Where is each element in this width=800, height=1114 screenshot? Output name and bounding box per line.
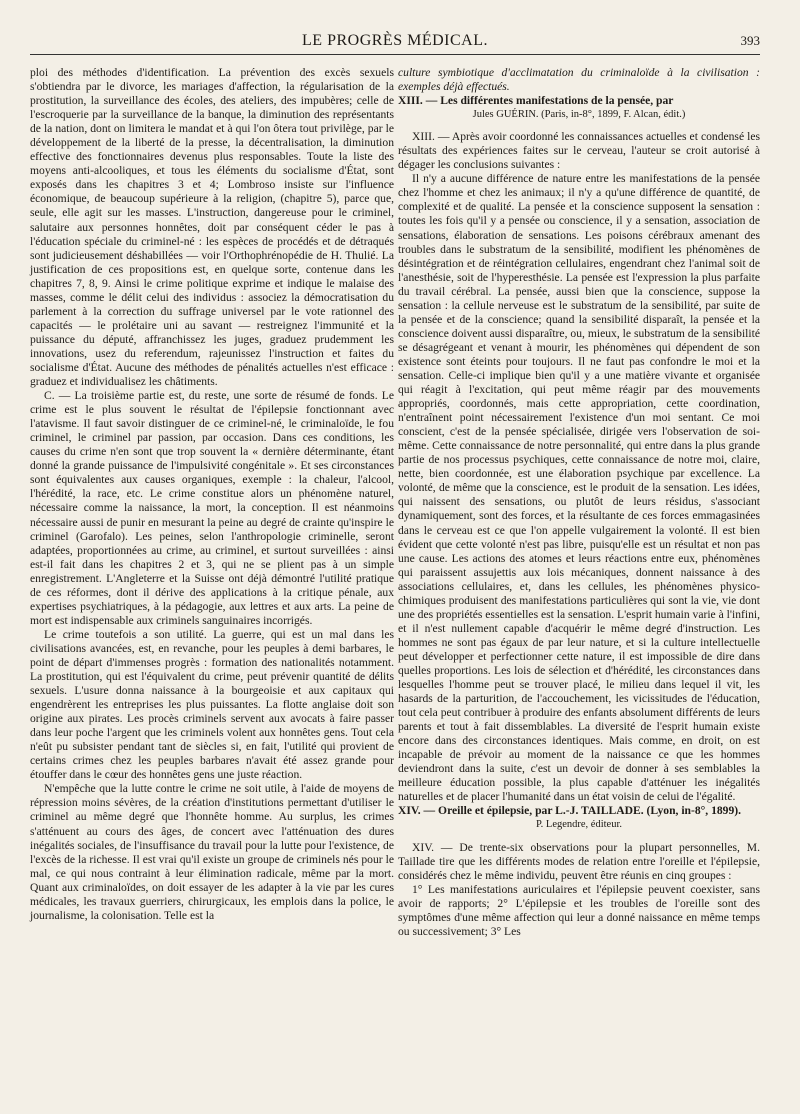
section-subtitle-xiii: Jules GUÉRIN. (Paris, in-8°, 1899, F. Alcan, édit.)	[472, 109, 686, 121]
paragraph: XIV. — De trente-six observations pour la plupart personnelles, M. Taillade tire que les différents modes de relation entre l'oreille et l'épilepsie, considérés chez le même individu, peuvent être réunis en cinq groupes :	[398, 840, 760, 882]
paragraph: N'empêche que la lutte contre le crime ne soit utile, à l'aide de moyens de répression moins sévères, de la création d'institutions permettant d'utiliser le criminel au même degré que l'honnête homme. Au surplus, les crimes s'atténuent au cours des âges, de concert avec l'atténuation des dures inégalités sociales, de l'insuffisance du travail pour la lutte pour l'existence, de l'excès de la richesse. Il est vrai qu'il existe un groupe de criminels nés pour le mal, ce qui nous contraint à leur élimination radicale, même par la mort. Quant aux criminaloïdes, on doit essayer de les adapter à la vie par les cures médicales, les travaux guerriers, chirurgicaux, les emplois dans la police, le journalisme, la colonisation. Telle est la	[30, 782, 394, 922]
left-column	[30, 66, 394, 923]
page-number: 393	[740, 33, 760, 48]
paragraph: culture symbiotique d'acclimatation du criminaloïde à la civilisation : exemples déjà effectués.	[398, 66, 760, 94]
running-header	[30, 28, 760, 55]
paragraph: Le crime toutefois a son utilité. La guerre, qui est un mal dans les civilisations avancées, est, en revanche, pour les peuples à demi barbares, le point de départ d'immenses progrès : formation des nationalités notamment. La prostitution, qui est l'équivalent du crime, peut prévenir quantité de délits sexuels. L'usure donna naissance à la bourgeoisie et aux capitaux qui engendrèrent les entreprises les plus puissantes. La flotte anglaise doit son origine aux pirates. Les procès criminels servent aux avocats à faire passer dans leur poche l'argent que les criminels volent aux honnêtes gens. Tout cela n'eût pu subsister pendant tant de siècles si, en fait, l'utilité qui provient de certains crimes chez les peuples barbares n'avait été assez grande pour étouffer dans le cœur des honnêtes gens une juste réaction.	[30, 627, 394, 782]
section-heading-xiv: XIV. — Oreille et épilepsie, par L.-J. TAILLADE. (Lyon, in-8°, 1899).	[398, 804, 742, 818]
section-subtitle-xiv: P. Legendre, éditeur.	[535, 819, 622, 831]
section-heading-xiii: XIII. — Les différentes manifestations de la pensée, par	[398, 94, 674, 108]
paragraph: 1° Les manifestations auriculaires et l'épilepsie peuvent coexister, sans avoir de rapports; 2° L'épilepsie et les troubles de l'oreille sont des symptômes d'une même affection qui leur a donné naissance en même temps ou successivement; 3° Les	[398, 882, 760, 938]
paragraph: ploi des méthodes d'identification. La prévention des excès sexuels s'obtiendra par le divorce, les mariages d'affection, la régularisation de la prostitution, la surveillance des écoles, des ateliers, des impubères; celle de l'escroquerie par la surveillance de la banque, la diminution des représentants de la nation, dont on limitera le mandat et à qui l'on ôtera tout privilège, par le développement de la liberté de la presse, la décentralisation, la diminution effective des fonctionnaires devenus plus responsables. Toute la liste des moyens anti-alcooliques, et tous les éléments du socialisme d'État, sont exposés dans les chapitres 3 et 4; Lombroso insiste sur l'influence économique, de beaucoup supérieure à la religion, (chapitre 5), parce que, seule, elle agit sur les masses. L'instruction, dangereuse pour le criminel, salutaire aux personnes honnêtes, doit par conséquent céder le pas à l'éducation spéciale du criminel-né : les espèces de procédés et de détraqués sont judicieusement déshabillées — voir l'Orthophrénopédie de H. Thulié. La justification de ces propositions est, en quelque sorte, contenue dans les chapitres 7, 8, 9. Ainsi le crime politique exprime et indique le malaise des masses, comme le délit celui des individus : associez la démocratisation du parlement à la correction du suffrage universel par le vote rationnel des capacités — le prolétaire uni au savant — restreignez l'immunité et la puissance du député, affranchissez les juges, graduez prudemment les innovations, usez du referendum, rajeunissez l'instruction et faites du socialisme d'État. Aucune des méthodes de pénalités actuelles n'est efficace : graduez et individualisez les châtiments.	[30, 66, 394, 389]
journal-title: LE PROGRÈS MÉDICAL.	[302, 32, 488, 49]
paragraph: XIII. — Après avoir coordonné les connaissances actuelles et condensé les résultats des expériences faites sur le cerveau, l'auteur se croit autorisé à dégager les conclusions suivantes :	[398, 130, 760, 172]
right-column	[398, 66, 760, 939]
paragraph: Il n'y a aucune différence de nature entre les manifestations de la pensée chez l'homme et chez les animaux; il n'y a qu'une différence de quantité, de complexité et de qualité. La pensée et la conscience supposent la sensation : toutes les fois qu'il y a pensée ou conscience, il y a sensation, association de sensations, élaboration de sensations. Les poisons cérébraux amenant des troubles dans le substratum de la sensibilité, modifient les phénomènes de désintégration et de réintégration cellulaires, engendrant chez l'animal soit de l'anesthésie, soit de l'hyperesthésie. La pensée est l'expression la plus parfaite du travail cérébral. La pensée, aussi bien que la conscience, suppose la sensation : la cellule nerveuse est le substratum de la sensibilité, par suite de la pensée et de la conscience; quand la sensibilité disparaît, la pensée et la conscience doivent aussi disparaître, ou, mieux, le substratum de la sensibilité se désagrégeant et venant à mourir, les phénomènes qui dépendent de son existence sont éteints pour toujours. Il ne faut pas confondre le moi et la sensation. Celle-ci implique bien qu'il y a une matière vivante et organisée qui réagit à l'excitation, qui peut même réagir par des mouvements appropriés, coordonnés, mais cette appropriation, cette coordination, n'entraînent point nécessairement l'existence d'un moi sentant. Ce moi conscient, c'est de la pensée spécialisée, dirigée vers l'observation de soi-même. Cette connaissance de notre personnalité, qui entre dans la plus grande partie de nos processus psychiques, cette connaissance de notre moi, claire, nette, bien coordonnée, est une élaboration psychique par excellence. La volonté, de même que la conscience, est le produit de la sensation. Les idées, qui naissent des sensations, ou plutôt de leurs résidus, s'associant dynamiquement, sont des forces, et la résultante de ces forces emmagasinées dans le cerveau est ce que l'on appelle vulgairement la volonté. Il est bien évident que cette volonté n'est pas libre, puisqu'elle est un résultat et non pas une cause. Les actions des atomes et leurs réactions entre eux, phénomènes qui paraissent assujettis aux lois mécaniques, donnent naissance à des associations cellulaires, et, dans les cellules, les phénomènes physico-chimiques produisent des manifestations particulières qui sont la vie, vie dont une des propriétés essentielles est la sensation. L'esprit humain varie à l'infini, et il n'est nullement capable d'acquérir le même degré d'instruction. Les hommes ne sont pas égaux de par leur nature, et si la culture intellectuelle peut développer et perfectionner cette nature, il est impossible de dire dans quelles proportions. Les lois de sélection et d'hérédité, les circonstances dans lesquelles l'homme peut se trouver placé, le milieu dans lequel il vit, les hasards de la parturition, de l'accouchement, les vicissitudes de l'éducation, tout cela peut contribuer à produire des enfants absolument différents de leurs parents et tout à fait dissemblables. La diversité de l'esprit humain existe encore dans des circonstances identiques. Mais comme, en droit, on est incapable de prévoir au moment de la naissance ce que les hommes deviendront dans la suite, c'est un devoir de donner à ses semblables la meilleure éducation possible, la plus capable d'atténuer les inégalités naturelles et de placer l'humanité dans un état voisin de celui de l'égalité.	[398, 172, 760, 804]
paragraph: C. — La troisième partie est, du reste, une sorte de résumé de fonds. Le crime est le plus souvent le résultat de l'épilepsie fonctionnant avec l'atavisme. Il faut savoir distinguer de ce criminel-né, le criminaloïde, le fou criminel, le criminel par passion, par occasion. Dans ces conditions, les causes du crime n'en sont que trop souvent la « dernière déterminante, étant donné la grande puissance de l'impulsivité congénitale ». Et ses circonstances sont équivalentes aux causes organiques, exemple : la chaleur, l'alcool, l'hérédité, la race, etc. Le crime constitue alors un phénomène naturel, nécessaire comme la naissance, la mort, la conception. Il est néanmoins nécessaire aussi de punir en mesurant la peine au degré de crainte qu'inspire le criminel (Garofalo). Les peines, selon l'anthropologie criminelle, seront adaptées, proportionnées au crime, au criminel, et surtout surveillées : ainsi est-il fait dans les chapitres 2 et 3, qui ne se plient pas à un simple enregistrement. L'Angleterre et la Suisse ont déjà démontré l'utilité pratique de ces réformes, dont il dérive des applications à la critique pénale, aux expertises psychiatriques, à la pédagogie, aux lettres et aux arts. La peine de mort est indispensable aux criminels sanguinaires incorrigés.	[30, 389, 394, 627]
